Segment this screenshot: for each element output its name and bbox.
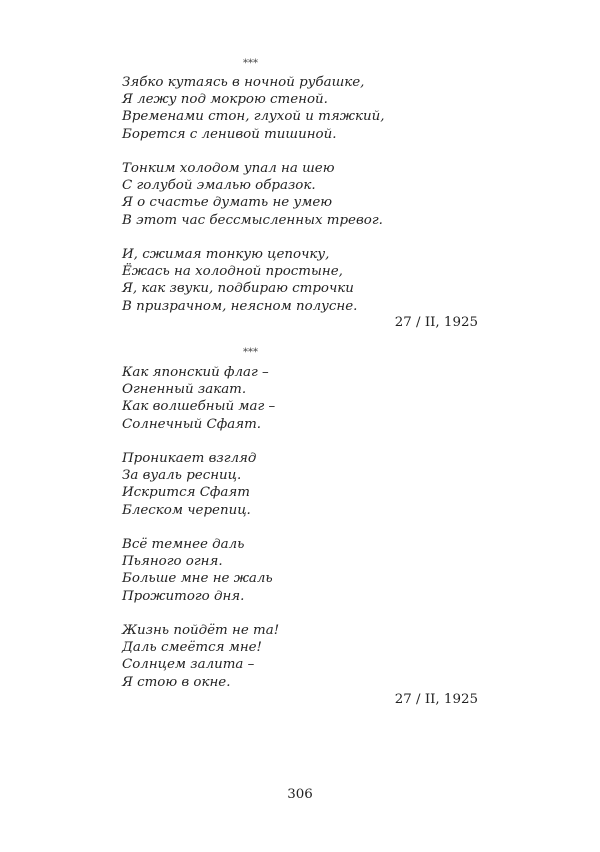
verse-line: Огненный закат. — [122, 382, 247, 398]
stanza — [122, 160, 479, 229]
verse-line: Жизнь пойдёт не та! — [122, 623, 280, 638]
verse-line: Как волшебный маг – — [122, 399, 276, 415]
verse-line: Я о счастье думать не умею — [122, 195, 333, 211]
stanza — [122, 246, 479, 315]
poem-2-separator: *** — [243, 347, 258, 358]
verse-line: Всё темнее даль — [122, 537, 245, 552]
verse-line: Тонким холодом упал на шею — [122, 161, 335, 176]
verse-line: Пьяного огня. — [122, 554, 223, 570]
stanza — [122, 450, 479, 519]
poem-2-date: 27 / II, 1925 — [394, 692, 478, 707]
verse-line: Проникает взгляд — [122, 451, 257, 466]
poem-2 — [122, 364, 479, 708]
verse-line: Зябко кутаясь в ночной рубашке, — [122, 75, 365, 90]
verse-line: Больше мне не жаль — [122, 571, 273, 587]
verse-line: Я стою в окне. — [122, 674, 231, 690]
stanza — [122, 74, 479, 143]
verse-line: И, сжимая тонкую цепочку, — [122, 247, 330, 262]
verse-line: За вуаль ресниц. — [122, 468, 242, 484]
verse-line: Даль смеётся мне! — [122, 640, 262, 656]
poem-1-date: 27 / II, 1925 — [394, 315, 478, 330]
stanza — [122, 364, 479, 433]
verse-line: Я лежу под мокрою стеной. — [122, 92, 328, 108]
poem-1 — [122, 74, 479, 332]
verse-line: Солнцем залита – — [122, 657, 255, 673]
verse-line: В этот час бессмысленных тревог. — [122, 212, 383, 228]
verse-line: Борется с ленивой тишиной. — [122, 126, 337, 142]
verse-line: С голубой эмалью образок. — [122, 178, 316, 194]
stanza — [122, 536, 479, 605]
verse-line: Солнечный Сфаят. — [122, 416, 262, 432]
page-number: 306 — [287, 787, 313, 802]
verse-line: Прожитого дня. — [122, 588, 245, 604]
verse-line: Ёжась на холодной простыне, — [122, 264, 343, 280]
poem-1-separator: *** — [243, 58, 258, 69]
verse-line: Временами стон, глухой и тяжкий, — [122, 109, 385, 125]
verse-line: Блеском черепиц. — [122, 502, 251, 518]
verse-line: Искрится Сфаят — [122, 485, 250, 501]
verse-line: В призрачном, неясном полусне. — [122, 298, 358, 314]
verse-line: Я, как звуки, подбираю строчки — [122, 281, 354, 297]
verse-line: Как японский флаг – — [122, 365, 269, 380]
stanza — [122, 622, 479, 691]
